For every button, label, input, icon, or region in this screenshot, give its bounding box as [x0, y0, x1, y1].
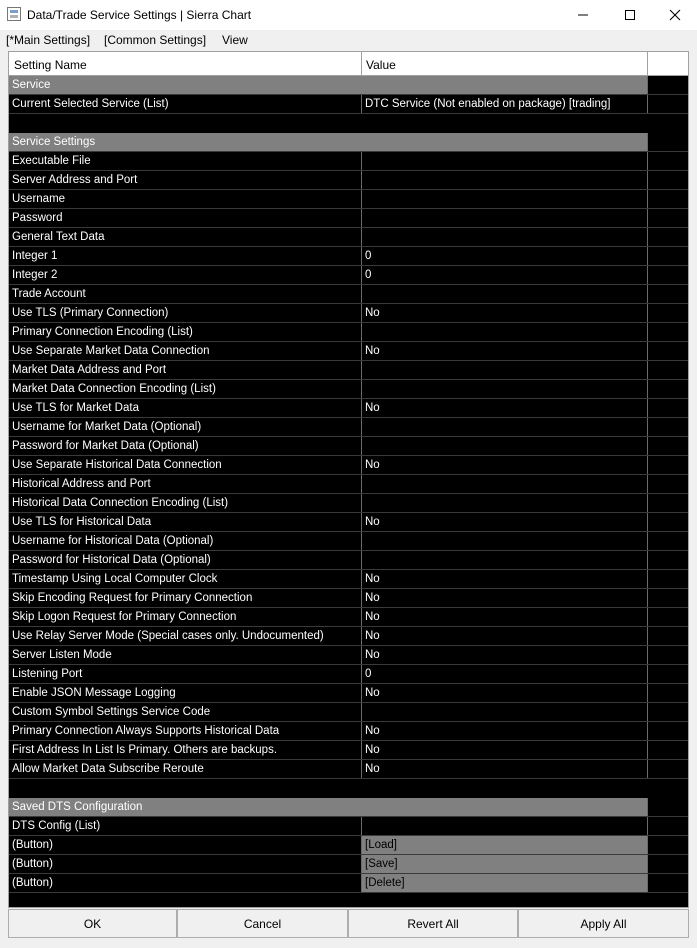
cancel-button[interactable]: Cancel: [177, 909, 348, 938]
setting-value[interactable]: [361, 171, 647, 189]
menu-bar: [0, 31, 697, 49]
minimize-button[interactable]: [560, 0, 606, 30]
setting-row[interactable]: [9, 171, 688, 190]
setting-value[interactable]: [361, 494, 647, 512]
setting-row[interactable]: [9, 684, 688, 703]
blank-row: [9, 779, 688, 798]
setting-value-text: [Load]: [365, 839, 397, 851]
blank-row: [9, 114, 688, 133]
setting-value-text: No: [365, 307, 380, 319]
setting-row[interactable]: [9, 323, 688, 342]
setting-value[interactable]: [361, 399, 647, 417]
setting-row[interactable]: [9, 703, 688, 722]
maximize-icon: [624, 9, 636, 21]
setting-name: Username for Historical Data (Optional): [12, 535, 214, 547]
button-row[interactable]: [9, 836, 688, 855]
setting-name: Integer 2: [12, 269, 58, 281]
setting-value[interactable]: [361, 703, 647, 721]
setting-value[interactable]: [361, 760, 647, 778]
setting-name: Primary Connection Encoding (List): [12, 326, 193, 338]
setting-name: Use TLS for Market Data: [12, 402, 139, 414]
setting-name: Listening Port: [12, 668, 83, 680]
setting-value[interactable]: [361, 209, 647, 227]
title-bar: [0, 0, 697, 30]
setting-value[interactable]: [361, 380, 647, 398]
setting-row[interactable]: [9, 456, 688, 475]
setting-name: Skip Logon Request for Primary Connection: [12, 611, 237, 623]
setting-row[interactable]: [9, 646, 688, 665]
setting-name: Trade Account: [12, 288, 86, 300]
setting-value-text: No: [365, 611, 380, 623]
setting-row[interactable]: [9, 475, 688, 494]
setting-name: Market Data Connection Encoding (List): [12, 383, 216, 395]
setting-row[interactable]: [9, 399, 688, 418]
setting-value[interactable]: [361, 589, 647, 607]
setting-name: General Text Data: [12, 231, 105, 243]
setting-name: Use TLS for Historical Data: [12, 516, 152, 528]
setting-value-text: [Delete]: [365, 877, 405, 889]
setting-name: Use Relay Server Mode (Special cases only. Undocumented): [12, 630, 324, 642]
setting-row[interactable]: [9, 247, 688, 266]
setting-name: (Button): [12, 877, 53, 889]
setting-value[interactable]: [361, 361, 647, 379]
window-title: Data/Trade Service Settings | Sierra Chart: [27, 8, 252, 22]
setting-row[interactable]: [9, 95, 688, 114]
action-button[interactable]: [361, 836, 647, 854]
setting-name: Enable JSON Message Logging: [12, 687, 176, 699]
ok-button[interactable]: OK: [8, 909, 177, 938]
setting-row[interactable]: [9, 817, 688, 836]
setting-name: Current Selected Service (List): [12, 98, 169, 110]
setting-value[interactable]: [361, 152, 647, 170]
setting-value-text: No: [365, 725, 380, 737]
setting-name: Historical Data Connection Encoding (List): [12, 497, 229, 509]
setting-row[interactable]: [9, 494, 688, 513]
setting-name: (Button): [12, 858, 53, 870]
setting-row[interactable]: [9, 380, 688, 399]
setting-row[interactable]: [9, 608, 688, 627]
setting-name: Allow Market Data Subscribe Reroute: [12, 763, 204, 775]
setting-name: Historical Address and Port: [12, 478, 151, 490]
setting-row[interactable]: [9, 570, 688, 589]
setting-value-text: No: [365, 516, 380, 528]
setting-row[interactable]: [9, 152, 688, 171]
revert-all-button[interactable]: Revert All: [348, 909, 518, 938]
section-title: Service: [12, 79, 51, 91]
settings-grid: [8, 51, 689, 908]
setting-row[interactable]: [9, 342, 688, 361]
setting-name: Password for Market Data (Optional): [12, 440, 199, 452]
setting-name: Timestamp Using Local Computer Clock: [12, 573, 218, 585]
setting-name: Username: [12, 193, 66, 205]
setting-value-text: No: [365, 649, 380, 661]
button-row[interactable]: [9, 855, 688, 874]
setting-name: Use TLS (Primary Connection): [12, 307, 169, 319]
setting-value-text: 0: [365, 668, 372, 680]
setting-value[interactable]: [361, 342, 647, 360]
setting-name: Username for Market Data (Optional): [12, 421, 202, 433]
section-title: Service Settings: [12, 136, 96, 148]
setting-value[interactable]: [361, 190, 647, 208]
setting-row[interactable]: [9, 418, 688, 437]
setting-name: First Address In List Is Primary. Others are backups.: [12, 744, 278, 756]
setting-value[interactable]: [361, 247, 647, 265]
setting-value-text: No: [365, 763, 380, 775]
setting-row[interactable]: [9, 551, 688, 570]
column-header-value[interactable]: Value: [366, 58, 396, 72]
app-icon: [7, 7, 21, 21]
setting-value[interactable]: [361, 532, 647, 550]
action-button[interactable]: [361, 874, 647, 892]
setting-row[interactable]: [9, 513, 688, 532]
setting-row[interactable]: [9, 209, 688, 228]
dialog-buttons: [8, 909, 689, 939]
setting-value[interactable]: [361, 266, 647, 284]
setting-row[interactable]: [9, 741, 688, 760]
setting-value[interactable]: [361, 684, 647, 702]
setting-value[interactable]: [361, 437, 647, 455]
setting-row[interactable]: [9, 532, 688, 551]
setting-value[interactable]: [361, 665, 647, 683]
menu-view[interactable]: View: [222, 33, 248, 47]
section-header: [9, 76, 688, 95]
setting-value-text: No: [365, 744, 380, 756]
setting-value-text: 0: [365, 250, 372, 262]
menu-main-settings[interactable]: [*Main Settings]: [6, 33, 91, 47]
setting-value[interactable]: [361, 817, 647, 835]
minimize-icon: [577, 9, 589, 21]
setting-name: Server Listen Mode: [12, 649, 112, 661]
setting-row[interactable]: [9, 228, 688, 247]
setting-name: Integer 1: [12, 250, 58, 262]
setting-value-text: No: [365, 573, 380, 585]
setting-value[interactable]: [361, 95, 647, 113]
setting-name: Server Address and Port: [12, 174, 138, 186]
setting-row[interactable]: [9, 665, 688, 684]
setting-value[interactable]: [361, 228, 647, 246]
setting-value[interactable]: [361, 722, 647, 740]
setting-value-text: No: [365, 402, 380, 414]
setting-row[interactable]: [9, 627, 688, 646]
action-button[interactable]: [361, 855, 647, 873]
setting-value-text: No: [365, 592, 380, 604]
setting-value[interactable]: [361, 513, 647, 531]
setting-name: Executable File: [12, 155, 91, 167]
setting-value[interactable]: [361, 570, 647, 588]
setting-value-text: No: [365, 630, 380, 642]
setting-name: Primary Connection Always Supports Historical Data: [12, 725, 280, 737]
setting-value[interactable]: [361, 418, 647, 436]
setting-name: Market Data Address and Port: [12, 364, 167, 376]
setting-value[interactable]: [361, 304, 647, 322]
setting-value[interactable]: [361, 456, 647, 474]
setting-row[interactable]: [9, 285, 688, 304]
setting-value-text: DTC Service (Not enabled on package) [trading]: [365, 98, 611, 110]
setting-name: Use Separate Market Data Connection: [12, 345, 210, 357]
setting-name: Password for Historical Data (Optional): [12, 554, 211, 566]
maximize-button[interactable]: [607, 0, 653, 30]
setting-value[interactable]: [361, 323, 647, 341]
setting-value[interactable]: [361, 285, 647, 303]
setting-row[interactable]: [9, 437, 688, 456]
close-button[interactable]: [652, 0, 697, 30]
setting-row[interactable]: [9, 722, 688, 741]
setting-row[interactable]: [9, 361, 688, 380]
setting-value-text: No: [365, 345, 380, 357]
setting-row[interactable]: [9, 266, 688, 285]
apply-all-button[interactable]: Apply All: [518, 909, 689, 938]
close-icon: [669, 9, 681, 21]
section-header: [9, 133, 688, 152]
setting-name: Use Separate Historical Data Connection: [12, 459, 222, 471]
setting-name: Skip Encoding Request for Primary Connection: [12, 592, 253, 604]
grid-header: [9, 52, 688, 76]
setting-value-text: [Save]: [365, 858, 398, 870]
setting-row[interactable]: [9, 589, 688, 608]
column-header-setting-name[interactable]: Setting Name: [14, 58, 87, 72]
setting-value[interactable]: [361, 646, 647, 664]
setting-value[interactable]: [361, 475, 647, 493]
setting-name: (Button): [12, 839, 53, 851]
setting-value[interactable]: [361, 627, 647, 645]
setting-value[interactable]: [361, 608, 647, 626]
menu-common-settings[interactable]: [Common Settings]: [104, 33, 207, 47]
setting-row[interactable]: [9, 760, 688, 779]
setting-value[interactable]: [361, 741, 647, 759]
setting-value[interactable]: [361, 551, 647, 569]
setting-value-text: No: [365, 459, 380, 471]
setting-name: Custom Symbol Settings Service Code: [12, 706, 211, 718]
section-title: Saved DTS Configuration: [12, 801, 143, 813]
setting-row[interactable]: [9, 190, 688, 209]
setting-value-text: No: [365, 687, 380, 699]
setting-value-text: 0: [365, 269, 372, 281]
section-header: [9, 798, 688, 817]
button-row[interactable]: [9, 874, 688, 893]
setting-name: Password: [12, 212, 63, 224]
setting-row[interactable]: [9, 304, 688, 323]
setting-name: DTS Config (List): [12, 820, 101, 832]
